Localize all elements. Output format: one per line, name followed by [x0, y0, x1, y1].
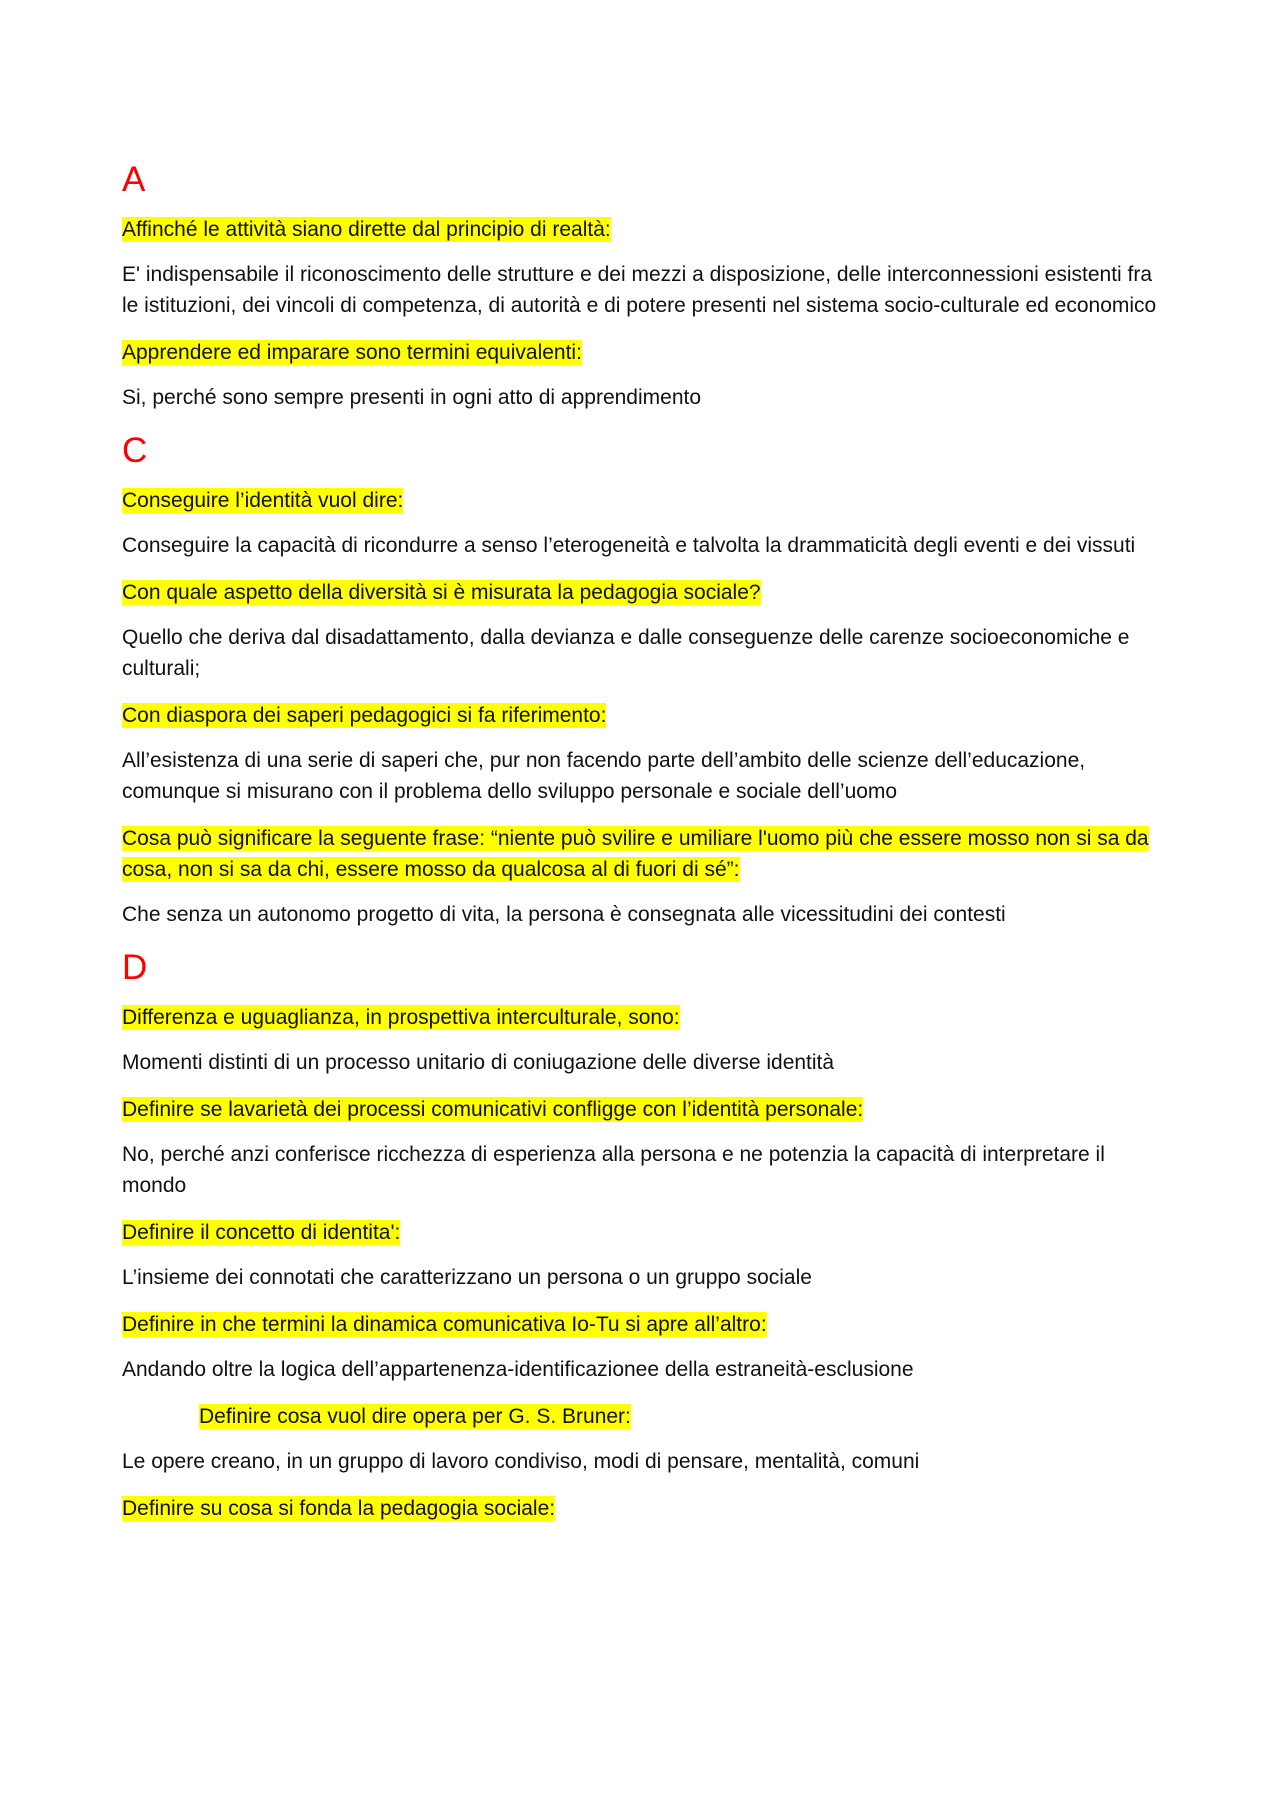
- question-highlight: Definire su cosa si fonda la pedagogia sociale:: [122, 1497, 556, 1520]
- question-highlight: Apprendere ed imparare sono termini equivalenti:: [122, 341, 582, 364]
- question-indented: [122, 1401, 1160, 1432]
- question-highlight: Definire cosa vuol dire opera per G. S. Bruner:: [199, 1405, 631, 1428]
- question: [122, 823, 1160, 885]
- answer: Le opere creano, in un gruppo di lavoro condiviso, modi di pensare, mentalità, comuni: [122, 1450, 920, 1473]
- question: [122, 214, 1160, 245]
- question: [122, 1002, 1160, 1033]
- answer: No, perché anzi conferisce ricchezza di esperienza alla persona e ne potenzia la capacità di interpretare il mondo: [122, 1143, 1105, 1197]
- question: [122, 337, 1160, 368]
- question: [122, 1309, 1160, 1340]
- answer: Si, perché sono sempre presenti in ogni atto di apprendimento: [122, 386, 702, 409]
- section-letter-c: C: [122, 431, 148, 470]
- section-letter-a: A: [122, 160, 146, 199]
- answer: E' indispensabile il riconoscimento delle strutture e dei mezzi a disposizione, delle interconnessioni esistenti fra le istituzioni, dei vincoli di competenza, di autorità e di potere presenti nel sistema socio-culturale ed economico: [122, 263, 1157, 317]
- question-highlight: Definire in che termini la dinamica comunicativa Io-Tu si apre all’altro:: [122, 1313, 767, 1336]
- question-highlight: Cosa può significare la seguente frase: “niente può svilire e umiliare l'uomo più che essere mosso non si sa da cosa, non si sa da chi, essere mosso da qualcosa al di fuori di sé”:: [122, 827, 1149, 881]
- answer: Conseguire la capacità di ricondurre a senso l’eterogeneità e talvolta la drammaticità degli eventi e dei vissuti: [122, 534, 1136, 557]
- question-highlight: Definire il concetto di identita':: [122, 1221, 401, 1244]
- answer: Momenti distinti di un processo unitario di coniugazione delle diverse identità: [122, 1051, 835, 1074]
- question: [122, 1493, 1160, 1524]
- question-highlight: Differenza e uguaglianza, in prospettiva interculturale, sono:: [122, 1006, 680, 1029]
- question: [122, 577, 1160, 608]
- question: [122, 1094, 1160, 1125]
- question: [122, 1217, 1160, 1248]
- answer: Andando oltre la logica dell’appartenenza-identificazionee della estraneità-esclusione: [122, 1358, 914, 1381]
- question-highlight: Definire se lavarietà dei processi comunicativi confligge con l’identità personale:: [122, 1098, 864, 1121]
- question-highlight: Con diaspora dei saperi pedagogici si fa riferimento:: [122, 704, 607, 727]
- answer: Quello che deriva dal disadattamento, dalla devianza e dalle conseguenze delle carenze socioeconomiche e culturali;: [122, 626, 1130, 680]
- question-highlight: Conseguire l’identità vuol dire:: [122, 489, 404, 512]
- section-letter-d: D: [122, 948, 148, 987]
- answer: All’esistenza di una serie di saperi che, pur non facendo parte dell’ambito delle scienze dell’educazione, comunque si misurano con il problema dello sviluppo personale e sociale dell’uomo: [122, 749, 1086, 803]
- answer: Che senza un autonomo progetto di vita, la persona è consegnata alle vicessitudini dei contesti: [122, 903, 1006, 926]
- answer: L’insieme dei connotati che caratterizzano un persona o un gruppo sociale: [122, 1266, 812, 1289]
- question: [122, 700, 1160, 731]
- question-highlight: Affinché le attività siano dirette dal principio di realtà:: [122, 218, 611, 241]
- question: [122, 485, 1160, 516]
- question-highlight: Con quale aspetto della diversità si è misurata la pedagogia sociale?: [122, 581, 761, 604]
